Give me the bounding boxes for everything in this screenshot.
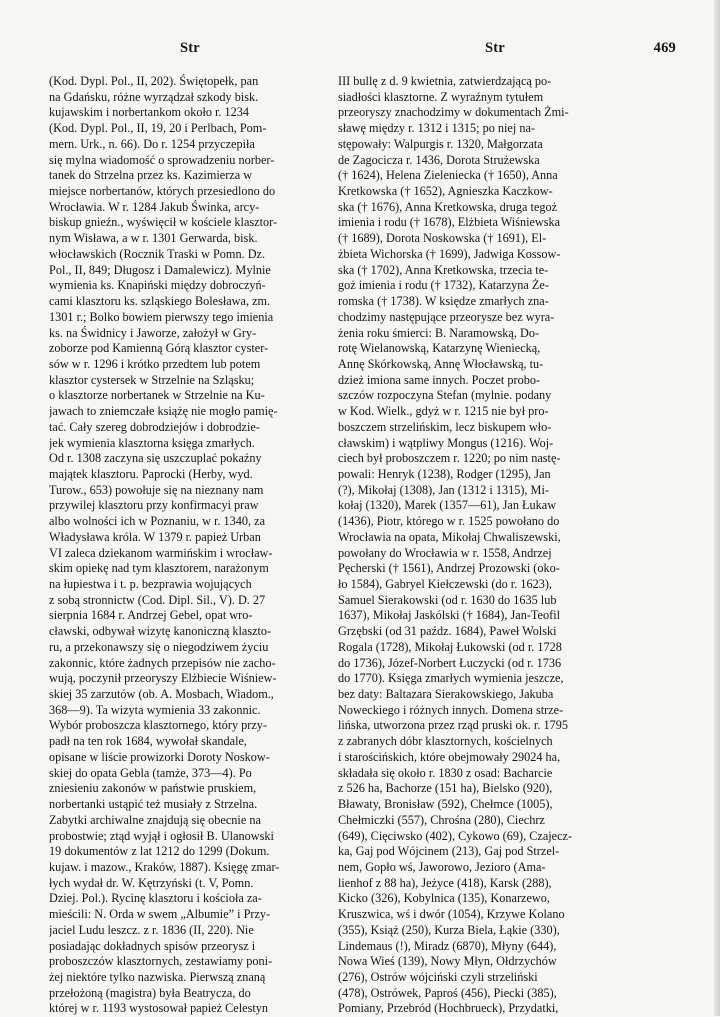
text-line: wują, poczynił przeoryszy Elżbiecie Wiśniew- <box>49 671 277 686</box>
text-line: Noweckiego i różnych innych. Domena strze- <box>338 702 564 717</box>
text-line: ska († 1676), Anna Kretkowska, druga tegoż <box>338 199 558 214</box>
text-line: probostwie; ztąd wyjął i ogłosił B. Ulanowski <box>49 828 274 843</box>
text-line: wymienia ks. Knapiński między dobroczyń- <box>49 278 266 293</box>
text-line: mieścili: N. Orda w swem „Albumie” i Przy- <box>49 907 271 922</box>
text-line: Kruszwica, wś i dwór (1054), Krzywe Kolano <box>338 907 565 922</box>
page-edge-shadow <box>714 0 720 1016</box>
text-line: na łupiestwa i t. p. bezprawia wojujących <box>49 577 252 591</box>
text-line: ka, Gaj pod Wójcinem (213), Gaj pod Strzel- <box>338 844 560 859</box>
text-line: Pol., II, 849; Długosz i Damalewicz). Mylnie <box>49 262 271 277</box>
text-line: (355), Książ (250), Kurza Biela, Łąkie (330), <box>338 922 560 937</box>
text-line: (?), Mikołaj (1308), Jan (1312 i 1315), Mi- <box>338 482 549 497</box>
text-line: jek wymienia klasztorna księga zmarłych. <box>49 435 255 450</box>
text-line: biskup gnieźn., wyświęcił w kościele klasztor- <box>49 215 278 230</box>
text-line: albo wolności ich w Poznaniu, w r. 1340, za <box>49 514 266 529</box>
running-header <box>48 40 678 62</box>
text-line: (478), Ostrówek, Paproś (456), Piecki (385), <box>338 985 557 1000</box>
text-line: VI zaleca dziekanom warmińskim i wrocław- <box>49 545 273 560</box>
text-line: Turow., 653) powołuje się na nieznany nam <box>49 482 264 497</box>
text-line: żenia roku śmierci: B. Naramowską, Do- <box>338 325 540 340</box>
text-line: stępowały: Walpurgis r. 1320, Małgorzata <box>338 136 543 151</box>
text-line: skiej do opata Gebla (tamże, 373—4). Po <box>49 765 252 780</box>
text-line: Bławaty, Bronisław (592), Chełmce (1005), <box>338 797 553 812</box>
text-line: ks. na Świdnicy i Jaworze, założył w Gry- <box>49 325 257 340</box>
text-line: przełożoną (magistra) była Beatrycza, do <box>49 985 251 1000</box>
text-line: Annę Skórkowską, Annę Włocławską, tu- <box>338 356 544 371</box>
text-line: Lindemaus (!), Miradz (6870), Młyny (644), <box>338 938 557 953</box>
text-line: nym Wisława, a w r. 1301 Gerwarda, bisk. <box>49 231 258 246</box>
text-line: majątek klasztoru. Paprocki (Herby, wyd. <box>49 466 253 481</box>
left-text-column <box>49 74 326 1017</box>
text-line: ło 1584), Gabryel Kiełczewski (do r. 1623), <box>338 577 552 591</box>
text-line: 368—9). Ta wizyta wymienia 33 zakonnic. <box>49 702 261 717</box>
text-line: Zabytki archiwalne znajdują się obecnie na <box>49 812 261 827</box>
text-line: kujaw. i mazow., Kraków, 1887). Księgę zmar- <box>49 859 280 874</box>
text-line: włocławskich (Rocznik Traski w Pomn. Dz. <box>49 246 266 261</box>
text-line: Rogala (1728), Mikołaj Łukowski (od r. 1728 <box>338 639 562 654</box>
text-line: sów w r. 1296 i krótko przedtem lub potem <box>49 356 261 371</box>
text-line: III bullę z d. 9 kwietnia, zatwierdzającą po- <box>338 74 552 88</box>
text-line: († 1624), Helena Zieleniecka († 1650), Anna <box>338 168 558 183</box>
text-line: 1301 r.; Bolko bowiem pierwszy tego imienia <box>49 309 274 324</box>
text-line: o klasztorze norbertanek w Strzelnie na Ku- <box>49 388 265 403</box>
right-text-column <box>338 74 615 1017</box>
text-line: żbieta Wichorska († 1699), Jadwiga Kossow- <box>338 246 561 261</box>
text-line: składała się około r. 1830 z osad: Bacharcie <box>338 765 553 780</box>
text-line: Chełmiczki (557), Chrośna (280), Ciechrz <box>338 812 545 827</box>
text-line: ru, a przekonawszy się o niegodziwem życiu <box>49 639 269 654</box>
header-keyword-left: Str <box>180 40 200 56</box>
text-line: Wrocławia. W r. 1284 Jakub Świnka, arcy- <box>49 199 260 214</box>
text-line: (1436), Piotr, którego w r. 1525 powołano do <box>338 514 560 529</box>
text-line: cławski, odbywał wizytę kanoniczną klaszto- <box>49 624 272 639</box>
text-line: († 1689), Dorota Noskowska († 1691), El- <box>338 231 547 246</box>
text-line: w Kod. Wielk., gdyż w r. 1215 nie był pro- <box>338 404 549 419</box>
text-line: Wybór proboszcza klasztornego, który przy- <box>49 718 267 733</box>
text-line: Samuel Sierakowski (od r. 1630 do 1635 lub <box>338 592 557 607</box>
header-keyword-right: Str <box>485 40 505 56</box>
text-line: jaciel Ludu leszcz. z r. 1836 (II, 220). Nie <box>49 922 254 937</box>
text-line: de Zagocicza r. 1436, Dorota Strużewska <box>338 152 540 167</box>
text-line: Pomiany, Przebród (Hochbrueck), Przydatki, <box>338 1001 559 1016</box>
text-line: Pęcherski († 1561), Andrzej Prozowski (oko- <box>338 561 560 576</box>
text-line: Kicko (326), Kobylnica (135), Konarzewo, <box>338 891 550 906</box>
text-line: z zabranych dóbr klasztornych, kościelnych <box>338 734 553 749</box>
text-line: jawach to zniemczałe książę nie mogło pamię- <box>49 404 278 419</box>
text-line: zakonnic, które żadnych przepisów nie zacho- <box>49 655 276 670</box>
text-line: 1637), Mikołaj Jaskólski († 1684), Jan-Teofil <box>338 608 560 623</box>
text-line: Od r. 1308 zaczyna się uszczuplać pokaźny <box>49 451 262 466</box>
text-line: (Kod. Dypl. Pol., II, 19, 20 i Perlbach, Pom- <box>49 121 267 136</box>
text-line: mern. Urk., n. 66). Do r. 1254 przyczepiła <box>49 136 255 151</box>
text-line: Władysława króla. W 1379 r. papież Urban <box>49 529 261 544</box>
text-line: Wrocławia na opata, Mikołaj Chwaliszewski, <box>338 529 561 544</box>
text-line: goż imienia i rodu († 1732), Katarzyna Że- <box>338 278 549 293</box>
text-line: 19 dokumentów z lat 1212 do 1299 (Dokum. <box>49 844 270 859</box>
text-line: (Kod. Dypl. Pol., II, 202). Świętopełk, pan <box>49 74 259 88</box>
text-line: sierpnia 1684 r. Andrzej Gebel, opat wro- <box>49 608 253 623</box>
text-line: tanek do Strzelna przez ks. Kazimierza w <box>49 168 253 183</box>
text-line: ciech był proboszczem r. 1220; po nim nastę- <box>338 451 561 466</box>
text-line: kołaj (1320), Marek (1357—61), Jan Łukaw <box>338 498 557 513</box>
text-line: norbertanki ustąpić też musiały z Strzelna. <box>49 797 258 812</box>
text-line: chodzimy następujące przeorysze bez wyra- <box>338 309 555 324</box>
text-line: dzież imiona same innych. Poczet probo- <box>338 372 541 387</box>
text-line: nem, Gopło wś, Jaworowo, Jezioro (Ama- <box>338 859 546 874</box>
text-line: ska († 1702), Anna Kretkowska, trzecia te- <box>338 262 549 277</box>
text-line: Nowa Wieś (139), Nowy Młyn, Ołdrzychów <box>338 954 557 969</box>
text-line: Grzębski (od 31 paźdz. 1684), Paweł Wolski <box>338 624 557 639</box>
text-line: Dziej. Pol.). Rycinę klasztoru i kościoła za- <box>49 891 262 906</box>
text-line: z sobą stronnictw (Cod. Dipl. Sil., V). D. 27 <box>49 592 266 607</box>
text-line: zniesieniu zakonów w państwie pruskiem, <box>49 781 257 796</box>
text-line: szczów rozpoczyna Stefan (mylnie. podany <box>338 388 552 403</box>
text-line: tać. Cały szereg dobrodziejów i dobrodzie- <box>49 419 260 434</box>
text-line: zoborze pod Kamienną Górą klasztor cyster- <box>49 341 269 356</box>
text-line: imienia i rodu († 1678), Elżbieta Wiśniewska <box>338 215 561 230</box>
text-line: padł na ten rok 1684, wywołał skandale, <box>49 734 247 749</box>
text-line: z 526 ha, Bachorze (151 ha), Bielsko (920), <box>338 781 553 796</box>
text-line: boszczem strzelińskim, lecz biskupem wło- <box>338 419 552 434</box>
text-line: rotę Wielanowską, Katarzynę Wieniecką, <box>338 341 541 356</box>
text-line: miejsce norbertanów, których przesiedlono do <box>49 184 276 199</box>
text-line: powołany do Wrocławia w r. 1558, Andrzej <box>338 545 552 560</box>
text-line: siadłości klasztorne. Z wyraźnym tytułem <box>338 89 544 104</box>
page-number: 469 <box>653 40 676 56</box>
text-line: żej niektóre tylko nazwiska. Pierwszą znaną <box>49 969 266 984</box>
text-line: lienhof z 88 ha), Jeżyce (418), Karsk (288), <box>338 875 552 890</box>
text-line: łych wydał dr. W. Kętrzyński (t. V, Pomn. <box>49 875 254 890</box>
text-line: Kretkowska († 1652), Agnieszka Kaczkow- <box>338 184 553 199</box>
text-line: do 1770). Księga zmarłych wymienia jeszcze, <box>338 671 564 686</box>
text-line: powali: Henryk (1238), Rodger (1295), Jan <box>338 466 551 481</box>
text-line: opisane w liście prowizorki Doroty Noskow- <box>49 749 270 764</box>
text-line: lińska, utworzona przez rząd pruski ok. r. 1795 <box>338 718 568 733</box>
text-line: (276), Ostrów wójciński czyli strzeliński <box>338 969 538 984</box>
text-line: romska († 1738). W księdze zmarłych zna- <box>338 294 549 309</box>
text-line: przywilej klasztoru przy konfirmacyi praw <box>49 498 259 513</box>
text-line: bez daty: Baltazara Sierakowskiego, Jakuba <box>338 687 554 702</box>
text-line: której w r. 1193 wystosował papież Celestyn <box>49 1001 268 1016</box>
text-line: cławskim) i wątpliwy Mongus (1216). Woj- <box>338 435 554 450</box>
text-line: kujawskim i norbertankom około r. 1234 <box>49 105 250 120</box>
text-line: posiadając dokładnych spisów przeorysz i <box>49 938 256 953</box>
text-line: proboszczów klasztornych, zestawiamy poni- <box>49 954 273 969</box>
text-line: sławę między r. 1312 i 1315; po niej na- <box>338 121 535 136</box>
text-line: na Gdańsku, różne wyrządzał szkody bisk. <box>49 89 259 104</box>
text-line: skiej 35 zarzutów (ob. A. Mosbach, Wiadom., <box>49 687 274 702</box>
text-line: do 1736), Józef-Norbert Łuczycki (od r. 1736 <box>338 655 562 670</box>
text-line: i starościńskich, które obejmowały 29024 ha, <box>338 749 561 764</box>
text-line: cami klasztoru ks. szląskiego Bolesława, zm. <box>49 294 271 309</box>
text-line: przeoryszy znachodzimy w dokumentach Żmi- <box>338 105 569 120</box>
text-line: skim opiekę nad tym klasztorem, narażonym <box>49 561 269 576</box>
text-line: się mylna wiadomość o sprowadzeniu norber- <box>49 152 275 167</box>
text-line: (649), Cięciwsko (402), Cykowo (69), Czajecz- <box>338 828 573 843</box>
text-line: klasztor cystersek w Strzelnie na Szląsku; <box>49 372 255 387</box>
